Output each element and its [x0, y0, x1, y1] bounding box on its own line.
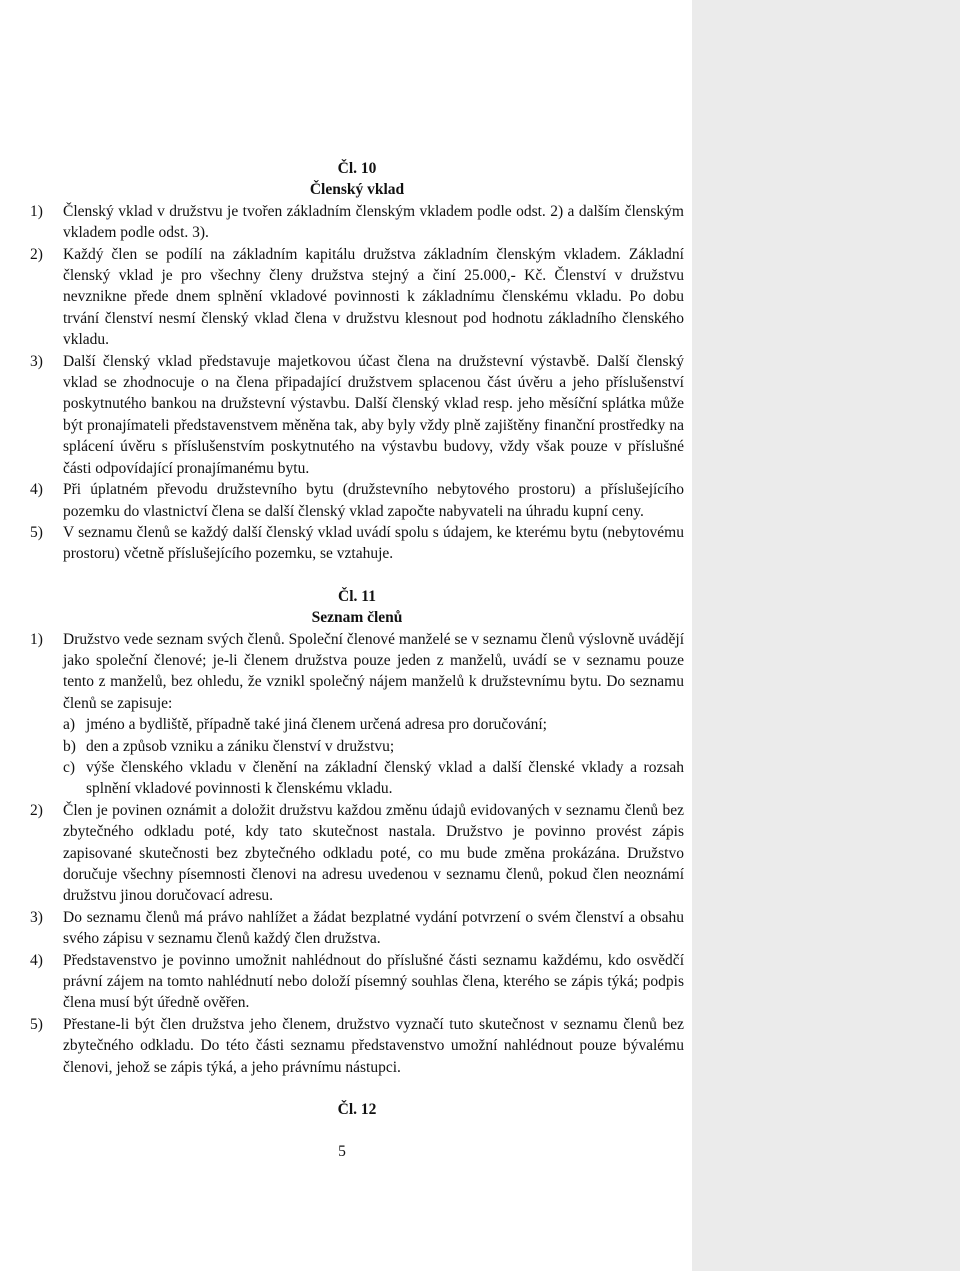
article-10-title: Členský vklad	[309, 181, 405, 199]
article-10-number: Čl. 10	[337, 160, 377, 177]
article-12-number: Čl. 12	[337, 1101, 377, 1119]
item-text: Člen je povinen oznámit a doložit družstvu každou změnu údajů evidovaných v seznamu členů bez zbytečného odkladu poté, kdy tato skutečnost nastala. Družstvo je povinno provést zápis zapisované skutečnosti bez zbytečného odkladu poté, co mu bude změna prokázána. Družstvo doručuje všechny písemnosti členovi na adresu uvedenou v seznamu členů, pokud člen neoznámí družstvu jinou doručovací adresu.	[63, 801, 684, 905]
item-text: Do seznamu členů má právo nahlížet a žádat bezplatné vydání potvrzení o svém členství a obsahu svého zápisu v seznamu členů každý člen družstva.	[63, 908, 684, 948]
article-11-item-4	[30, 950, 684, 1014]
subitem-letter: a)	[63, 716, 76, 734]
item-number: 4)	[30, 951, 43, 969]
page-number: 5	[338, 1143, 346, 1161]
item-number: 2)	[30, 801, 43, 819]
article-11-item-3	[30, 907, 684, 950]
article-10-item-5	[30, 522, 684, 565]
item-text: Každý člen se podílí na základním kapitálu družstva základním členským vkladem. Základní členský vklad je pro všechny členy družstva stejný a činí 25.000,- Kč. Členství v družstvu nevznikne přede dnem splnění vkladové povinnosti k základnímu členskému vkladu. Po dobu trvání členství nesmí členský vklad člena v družstvu klesnout pod hodnotu základního členského vkladu.	[63, 245, 684, 349]
comment-margin	[692, 0, 960, 1271]
article-11-number: Čl. 11	[338, 587, 376, 605]
subitem-letter: c)	[63, 758, 76, 776]
document-page	[30, 158, 684, 1163]
item-text: Členský vklad v družstvu je tvořen základním členským vkladem podle odst. 2) a dalším členským vkladem podle odst. 3).	[63, 202, 684, 242]
subitem-b	[63, 736, 684, 757]
item-text: Představenstvo je povinno umožnit nahlédnout do příslušné části seznamu každému, kdo osvědčí právní zájem na tomto nahlédnutí nebo doloží písemný souhlas člena, kterého se zápis týká; podpis člena musí být úředně ověřen.	[63, 951, 684, 1012]
article-11-item-2	[30, 800, 684, 907]
article-11-item-1	[30, 629, 684, 800]
article-10-item-1	[30, 201, 684, 244]
item-number: 5)	[30, 523, 43, 541]
article-11-item-5	[30, 1014, 684, 1078]
subitem-letter: b)	[63, 737, 76, 755]
item-number: 3)	[30, 352, 43, 370]
item-body	[63, 629, 684, 800]
item-text: Družstvo vede seznam svých členů. Společní členové manželé se v seznamu členů výslovně uvádějí jako společní členové; je-li členem družstva pouze jeden z manželů, uvádí se v seznamu pouze tento z manželů, bez ohledu, že vznikl společný nájem manželů k družstevnímu bytu. Do seznamu členů se zapisuje:	[63, 630, 684, 712]
item-number: 1)	[30, 202, 43, 220]
article-10-item-3	[30, 351, 684, 479]
subitem-text: jméno a bydliště, případně také jiná členem určená adresa pro doručování;	[86, 716, 547, 734]
article-10-item-2	[30, 244, 684, 351]
subitem-text: výše členského vkladu v členění na základní členský vklad a další členské vklady a rozsah splnění vkladové povinnosti k členskému vkladu.	[86, 758, 684, 798]
item-number: 2)	[30, 245, 43, 263]
article-10-item-4	[30, 479, 684, 522]
article-11-title: Seznam členů	[311, 609, 403, 627]
item-number: 3)	[30, 908, 43, 926]
item-number: 4)	[30, 481, 43, 499]
item-text: Přestane-li být člen družstva jeho členem, družstvo vyznačí tuto skutečnost v seznamu členů bez zbytečného odkladu. Do této části seznamu představenstvo umožní nahlédnout pouze bývalému členovi, jehož se zápis týká, a jeho právnímu nástupci.	[63, 1015, 684, 1076]
item-number: 5)	[30, 1015, 43, 1033]
item-text: Při úplatném převodu družstevního bytu (družstevního nebytového prostoru) a příslušejícího pozemku do vlastnictví člena se další členský vklad započte nabyvateli na úhradu kupní ceny.	[63, 481, 684, 520]
subitem-a	[63, 714, 684, 735]
item-text: Další členský vklad představuje majetkovou účast člena na družstevní výstavbě. Další členský vklad se zhodnocuje o na člena připadající družstvem splacenou část úvěru a jeho příslušenství poskytnutého bankou na družstevní výstavbu. Další členský vklad resp. jeho měsíční splátka může být pronajímateli představenstvem měněna tak, aby byly vždy plně zajištěny finanční prostředky na splácení úvěru s příslušenstvím poskytnutého na výstavbu budovy, vždy však pouze v příslušné části odpovídající pronajímanému bytu.	[63, 352, 684, 477]
item-text: V seznamu členů se každý další členský vklad uvádí spolu s údajem, ke kterému bytu (nebytovému prostoru) včetně příslušejícího pozemku, se vztahuje.	[63, 523, 684, 563]
subitem-c	[63, 757, 684, 800]
subitem-text: den a způsob vzniku a zániku členství v družstvu;	[86, 737, 395, 755]
item-number: 1)	[30, 630, 43, 648]
